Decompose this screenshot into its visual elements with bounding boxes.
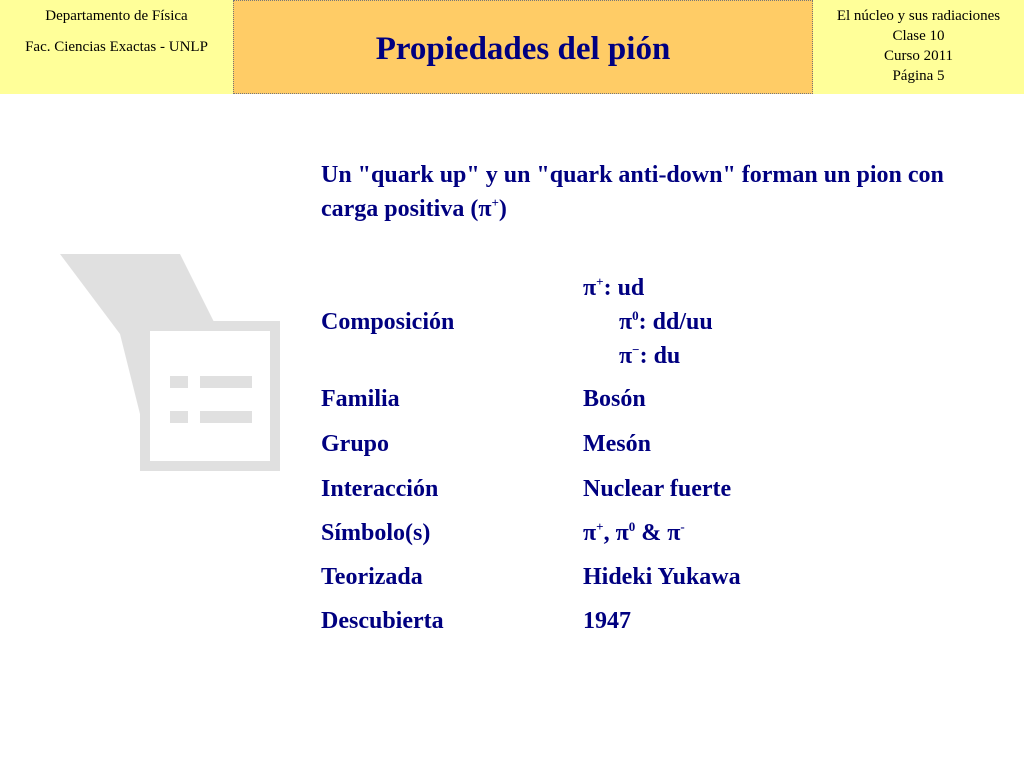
property-row-family	[321, 386, 1001, 420]
intro-text-end: )	[498, 196, 507, 222]
pi-symbol: π	[583, 520, 597, 546]
composition-quarks: : du	[639, 343, 681, 369]
property-label: Teorizada	[321, 564, 423, 590]
list-line	[200, 376, 252, 388]
faculty-name: Fac. Ciencias Exactas - UNLP	[25, 39, 208, 55]
header-title-box	[233, 0, 813, 94]
intro-text	[321, 158, 981, 226]
property-label: Interacción	[321, 476, 439, 502]
property-value-symbols	[583, 520, 685, 547]
class-number: Clase 10	[892, 28, 945, 44]
header-department	[0, 0, 233, 94]
composition-line-neutral	[619, 309, 713, 336]
property-label: Símbolo(s)	[321, 520, 431, 546]
charge-sup: -	[680, 519, 685, 534]
property-value: Mesón	[583, 431, 651, 457]
composition-quarks: : ud	[603, 275, 645, 301]
property-row-group	[321, 431, 1001, 465]
charge-sup: 0	[632, 308, 639, 323]
list-frame	[145, 326, 275, 466]
pi-symbol: π	[619, 343, 633, 369]
list-placeholder-icon	[60, 254, 280, 474]
charge-sup: +	[596, 519, 604, 534]
intro-charge-sup: +	[491, 195, 499, 210]
pi-symbol: π	[667, 520, 681, 546]
course-name: El núcleo y sus radiaciones	[836, 8, 1001, 24]
composition-line-plus	[583, 275, 644, 302]
list-line	[200, 411, 252, 423]
property-row-interaction	[321, 476, 1001, 510]
header-course-info	[813, 0, 1024, 94]
pi-symbol: π	[619, 309, 633, 335]
symbol-separator: &	[635, 520, 668, 546]
list-bullet	[170, 411, 188, 423]
property-row-symbols	[321, 520, 1001, 554]
charge-sup: 0	[628, 519, 636, 534]
property-label: Familia	[321, 386, 400, 412]
list-bullet	[170, 376, 188, 388]
pi-symbol: π	[615, 520, 629, 546]
charge-sup: +	[596, 274, 604, 289]
property-value: Nuclear fuerte	[583, 476, 732, 502]
property-row-discovered	[321, 608, 1001, 642]
intro-text-main: Un "quark up" y un "quark anti-down" forman un pion con carga positiva (π	[321, 162, 944, 222]
department-name: Departamento de Física	[45, 8, 188, 24]
property-value: Hideki Yukawa	[583, 564, 741, 590]
charge-sup: −	[632, 342, 640, 357]
property-value: 1947	[583, 608, 631, 634]
property-label: Composición	[321, 309, 455, 335]
property-label: Descubierta	[321, 608, 444, 634]
symbol-separator: ,	[603, 520, 616, 546]
composition-quarks: : dd/uu	[638, 309, 713, 335]
page-title: Propiedades del pión	[375, 30, 671, 67]
property-row-theorized	[321, 564, 1001, 598]
page-number: Página 5	[892, 68, 945, 84]
property-label: Grupo	[321, 431, 390, 457]
property-value: Bosón	[583, 386, 646, 412]
pi-symbol: π	[583, 275, 597, 301]
course-year: Curso 2011	[883, 48, 954, 64]
composition-line-minus	[619, 343, 680, 370]
